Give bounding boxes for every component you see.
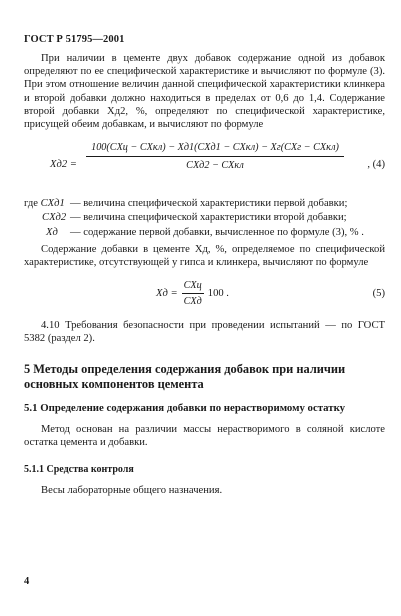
where-item xyxy=(24,211,385,224)
formula-5-label: Xд = xyxy=(156,288,178,300)
formula-5-tail: 100 . xyxy=(207,288,229,300)
paragraph-4: Метод основан на различии массы нерастворимого в соляной кислоте остатка цемента и добавки. xyxy=(24,423,385,449)
formula-4-number: , (4) xyxy=(367,159,385,171)
where-text: — величина специфической характеристики второй добавки; xyxy=(70,212,347,224)
where-text: — величина специфической характеристики первой добавки; xyxy=(70,198,348,210)
where-symbol: CXд1 xyxy=(40,198,65,210)
where-text: — содержание первой добавки, вычисленное по формуле (3), % . xyxy=(70,226,364,238)
section-5-heading: 5 Методы определения содержания добавок при наличии основных компонентов цемента xyxy=(24,361,346,391)
where-symbol: Xд xyxy=(46,226,58,238)
section-5-1-1-heading: 5.1.1 Средства контроля xyxy=(24,464,134,476)
where-list xyxy=(24,197,385,239)
formula-4-denominator: CXд2 − CXкл xyxy=(186,160,244,172)
formula-4-fraction xyxy=(86,141,344,172)
formula-4-label: Xд2 = xyxy=(50,159,77,171)
paragraph-1: При наличии в цементе двух добавок содержание одной из добавок определяют по ее специфической характеристике и вычисляют по формуле (3). При этом отношение величин данной специфической характеристики клинкера и второй добавки должно находиться в пределах от 0,6 до 1,4. Содержание второй добавки Xд2, %, определяют по специфической характеристике, присущей обеим добавкам, и вычисляют по формуле xyxy=(24,53,385,131)
where-symbol: CXд2 xyxy=(42,212,67,224)
document-body xyxy=(24,52,385,498)
formula-4-numerator: 100(CXц − CXкл) − Xд1(CXд1 − CXкл) − Xг(CXг − CXкл) xyxy=(86,141,344,157)
formula-5 xyxy=(24,277,385,313)
where-item xyxy=(24,226,385,239)
formula-5-numerator: CXц xyxy=(182,279,204,294)
formula-5-number: (5) xyxy=(372,288,385,300)
section-5-1-heading: 5.1 Определение содержания добавки по нерастворимому остатку xyxy=(24,401,346,414)
paragraph-2: Содержание добавки в цементе Xд, %, определяемое по специфической характеристике, отсутствующей у гипса и клинкера, вычисляют по формуле xyxy=(24,243,385,269)
page-number: 4 xyxy=(24,576,30,587)
where-prefix: где xyxy=(24,198,38,210)
page-header: ГОСТ Р 51795—2001 xyxy=(24,34,125,45)
paragraph-5: Весы лабораторные общего назначения. xyxy=(41,485,223,497)
formula-4 xyxy=(24,137,385,193)
where-item xyxy=(24,197,385,210)
formula-5-fraction xyxy=(182,279,204,308)
paragraph-3: 4.10 Требования безопасности при проведении испытаний — по ГОСТ 5382 (раздел 2). xyxy=(24,320,385,345)
formula-5-denominator: CXд xyxy=(183,296,202,308)
